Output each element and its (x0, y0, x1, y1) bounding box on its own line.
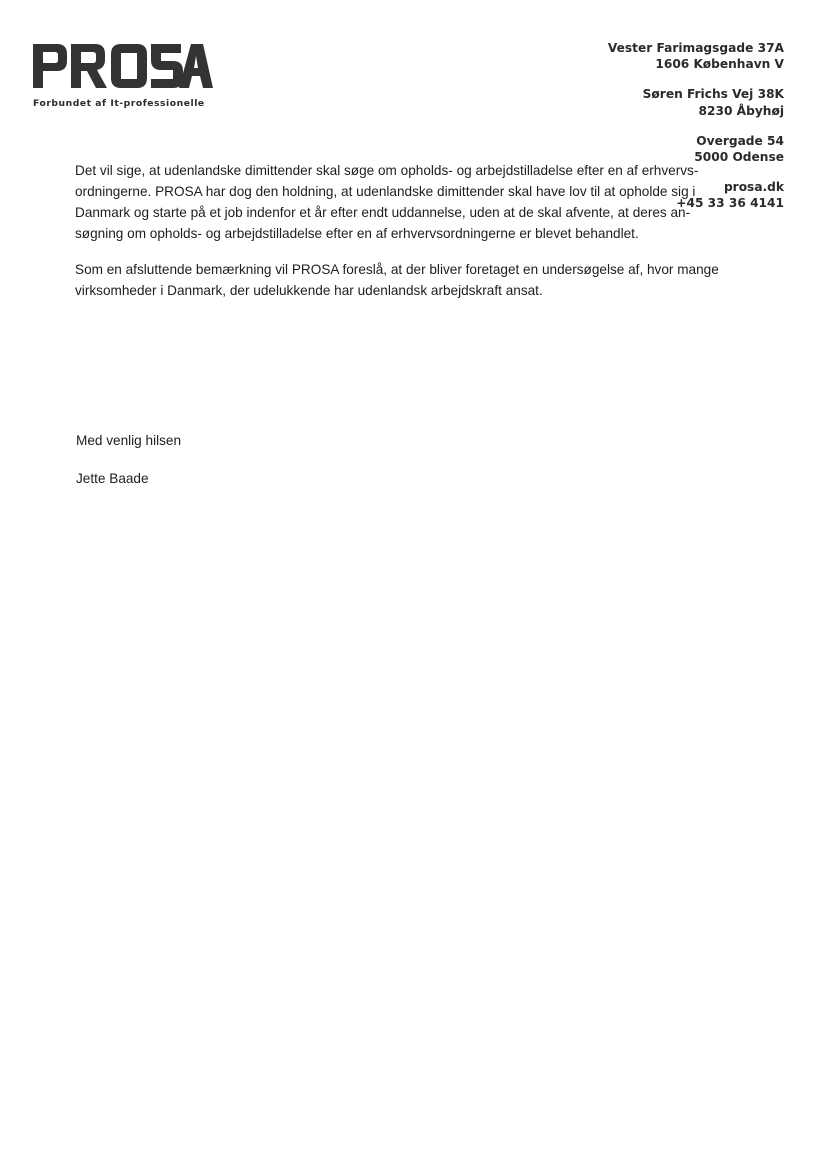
address-line: Søren Frichs Vej 38K (642, 87, 784, 102)
letter-body (75, 160, 725, 316)
phone-number: +45 33 36 4141 (676, 196, 784, 211)
prosa-logo (33, 40, 213, 90)
letter-closing (76, 430, 181, 506)
address-line: 8230 Åbyhøj (698, 103, 784, 118)
address-aabyhoej (524, 86, 784, 118)
address-copenhagen (524, 40, 784, 72)
address-line: Overgade 54 (696, 133, 784, 148)
signature-name: Jette Baade (76, 471, 149, 486)
body-paragraph: Som en afsluttende bemærkning vil PROSA foreslå, at der bliver foretaget en undersøgelse af, hvor mange virksomheder i Danmark, der udelukkende har udenlandsk arbejdskraft ansat. (75, 262, 719, 298)
body-paragraph: Det vil sige, at udenlandske dimittender skal søge om opholds- og arbejdstilladelse efter en af erhvervs-ordningerne. PROSA har dog den holdning, at udenlandske dimittender skal have lov til at opholde sig i Danmark og starte på et job indenfor et år efter endt uddannelse, uden at de skal afvente, at deres an-søgning om opholds- og arbejdstilladelse efter en af erhvervsordningerne er blevet behandlet. (75, 163, 699, 241)
prosa-logo-mark (33, 40, 213, 90)
address-line: 5000 Odense (694, 150, 784, 165)
website: prosa.dk (723, 180, 784, 195)
tagline: Forbundet af It-professionelle (33, 98, 205, 109)
address-line: 1606 København V (655, 57, 784, 72)
closing-greeting: Med venlig hilsen (76, 433, 182, 448)
address-line: Vester Farimagsgade 37A (607, 41, 784, 55)
